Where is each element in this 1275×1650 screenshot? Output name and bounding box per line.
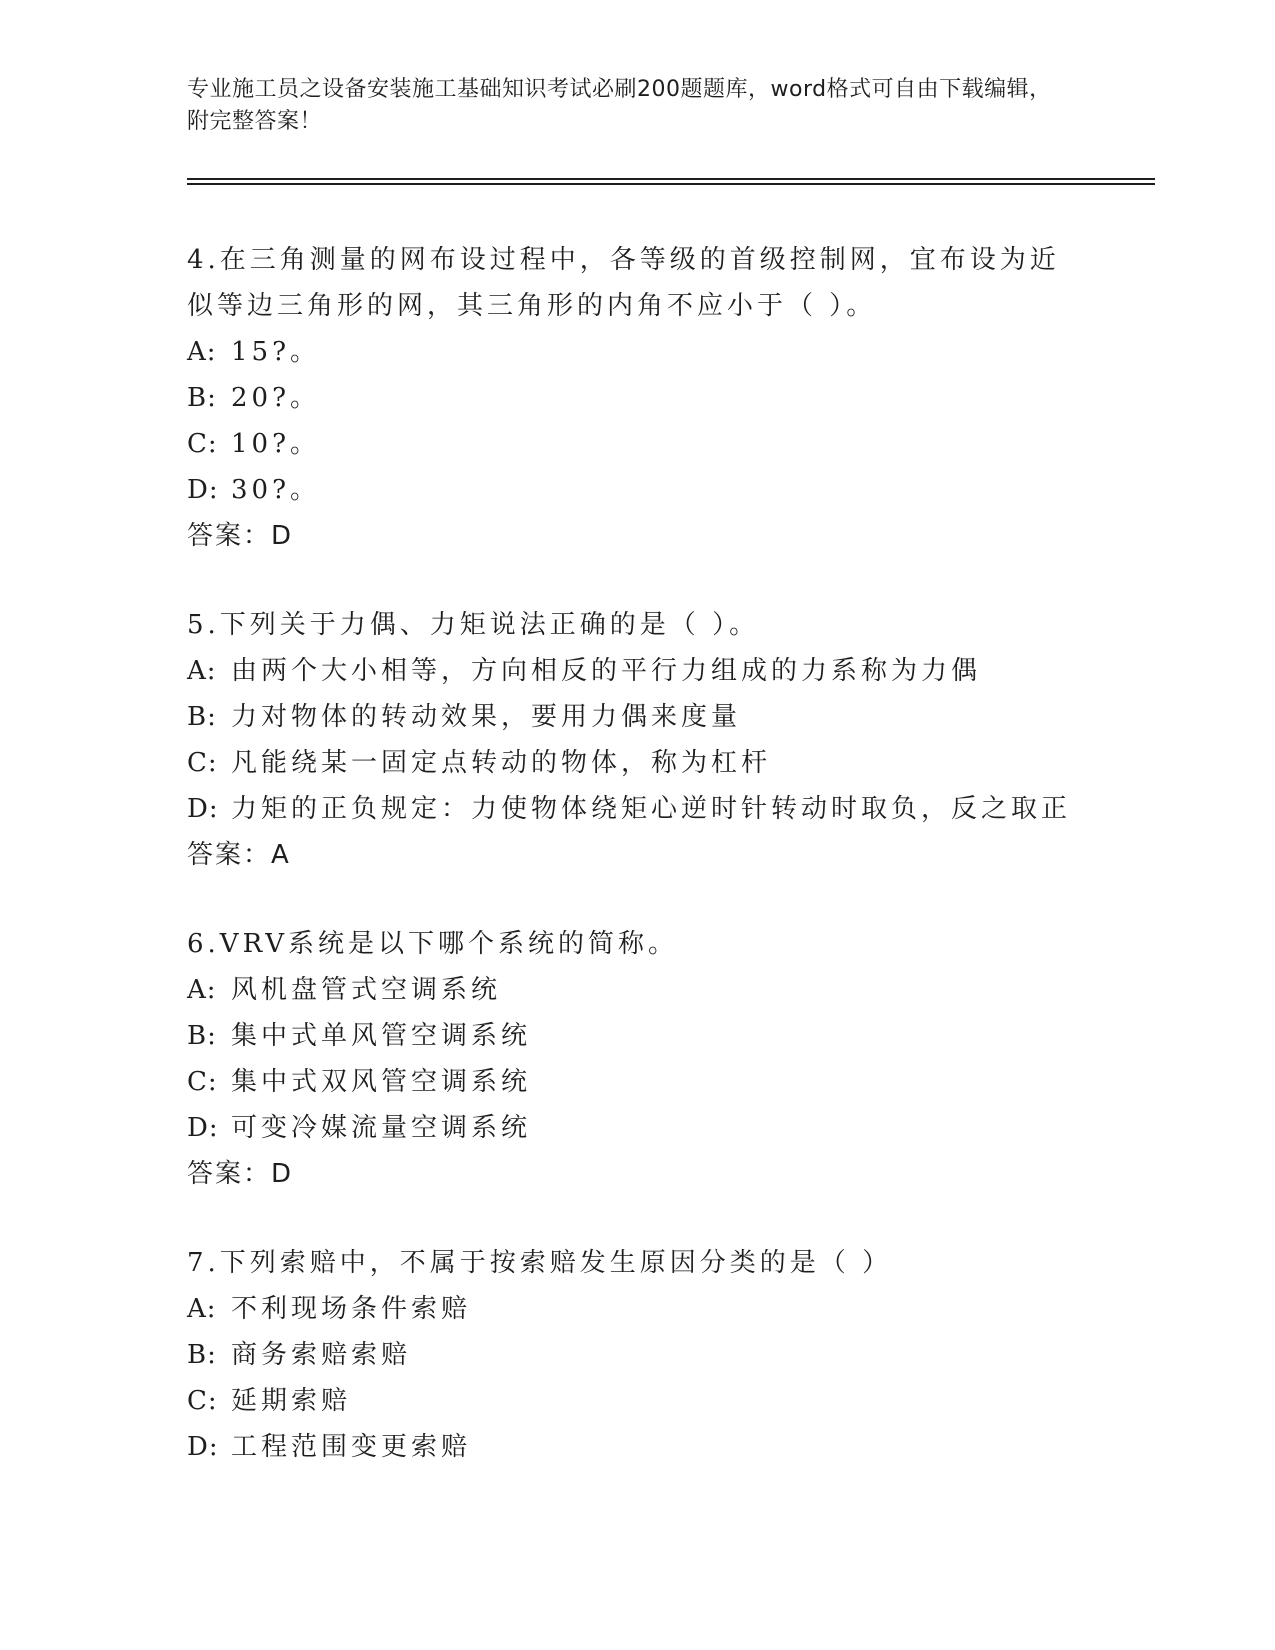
- option-a: [187, 967, 1087, 1013]
- question-stem: 4.在三角测量的网布设过程中，各等级的首级控制网，宜布设为近似等边三角形的网，其三角形的内角不应小于（ ）。: [187, 245, 1060, 321]
- question-7: [187, 1240, 1087, 1470]
- question-stem: 5.下列关于力偶、力矩说法正确的是（ ）。: [187, 610, 760, 640]
- option-b: [187, 1013, 1087, 1059]
- option-label: C:: [187, 1386, 218, 1416]
- question-5: [187, 602, 1087, 878]
- question-4: [187, 237, 1087, 559]
- answer-line: 答案：D: [187, 521, 294, 551]
- option-label: B:: [187, 1021, 217, 1051]
- question-6: [187, 921, 1087, 1197]
- option-a: [187, 1286, 1087, 1332]
- option-b: [187, 375, 1087, 421]
- option-label: A:: [187, 656, 217, 686]
- option-text: 风机盘管式空调系统: [231, 975, 502, 1005]
- option-text: 20?。: [231, 383, 321, 413]
- option-label: C:: [187, 748, 218, 778]
- option-a: [187, 329, 1087, 375]
- option-text: 凡能绕某一固定点转动的物体，称为杠杆: [231, 748, 772, 778]
- option-text: 延期索赔: [231, 1386, 352, 1416]
- question-list: [187, 237, 1087, 1513]
- option-label: B:: [187, 1340, 217, 1370]
- option-text: 可变冷媒流量空调系统: [231, 1113, 532, 1143]
- header-divider-top: [187, 178, 1155, 180]
- option-label: D:: [187, 1113, 219, 1143]
- option-d: [187, 1424, 1087, 1470]
- option-label: C:: [187, 429, 218, 459]
- option-label: D:: [187, 475, 219, 505]
- option-text: 不利现场条件索赔: [231, 1294, 472, 1324]
- answer-line: 答案：D: [187, 1159, 294, 1189]
- option-text: 商务索赔索赔: [231, 1340, 412, 1370]
- option-label: D:: [187, 794, 219, 824]
- option-text: 由两个大小相等，方向相反的平行力组成的力系称为力偶: [231, 656, 982, 686]
- option-label: C:: [187, 1067, 218, 1097]
- option-d: [187, 467, 1087, 513]
- option-label: B:: [187, 383, 217, 413]
- option-b: [187, 694, 1087, 740]
- option-text: 工程范围变更索赔: [231, 1432, 472, 1462]
- answer-line: 答案：A: [187, 840, 291, 870]
- question-stem: 6.VRV系统是以下哪个系统的简称。: [187, 929, 679, 959]
- option-d: [187, 786, 1087, 832]
- option-text: 15?。: [231, 337, 321, 367]
- question-stem: 7.下列索赔中，不属于按索赔发生原因分类的是（ ）: [187, 1248, 893, 1278]
- option-b: [187, 1332, 1087, 1378]
- option-a: [187, 648, 1087, 694]
- option-c: [187, 421, 1087, 467]
- option-text: 10?。: [231, 429, 321, 459]
- option-label: B:: [187, 702, 217, 732]
- option-c: [187, 1059, 1087, 1105]
- option-label: D:: [187, 1432, 219, 1462]
- header-divider-bottom: [187, 183, 1155, 185]
- option-c: [187, 740, 1087, 786]
- option-text: 集中式单风管空调系统: [231, 1021, 532, 1051]
- option-label: A:: [187, 1294, 217, 1324]
- option-text: 集中式双风管空调系统: [231, 1067, 532, 1097]
- option-text: 力矩的正负规定：力使物体绕矩心逆时针转动时取负，反之取正: [231, 794, 1072, 824]
- option-d: [187, 1105, 1087, 1151]
- option-text: 30?。: [231, 475, 321, 505]
- option-label: A:: [187, 337, 217, 367]
- option-label: A:: [187, 975, 217, 1005]
- option-text: 力对物体的转动效果，要用力偶来度量: [231, 702, 742, 732]
- option-c: [187, 1378, 1087, 1424]
- document-header-title: 专业施工员之设备安装施工基础知识考试必刷200题题库，word格式可自由下载编辑，附完整答案！: [187, 77, 1052, 134]
